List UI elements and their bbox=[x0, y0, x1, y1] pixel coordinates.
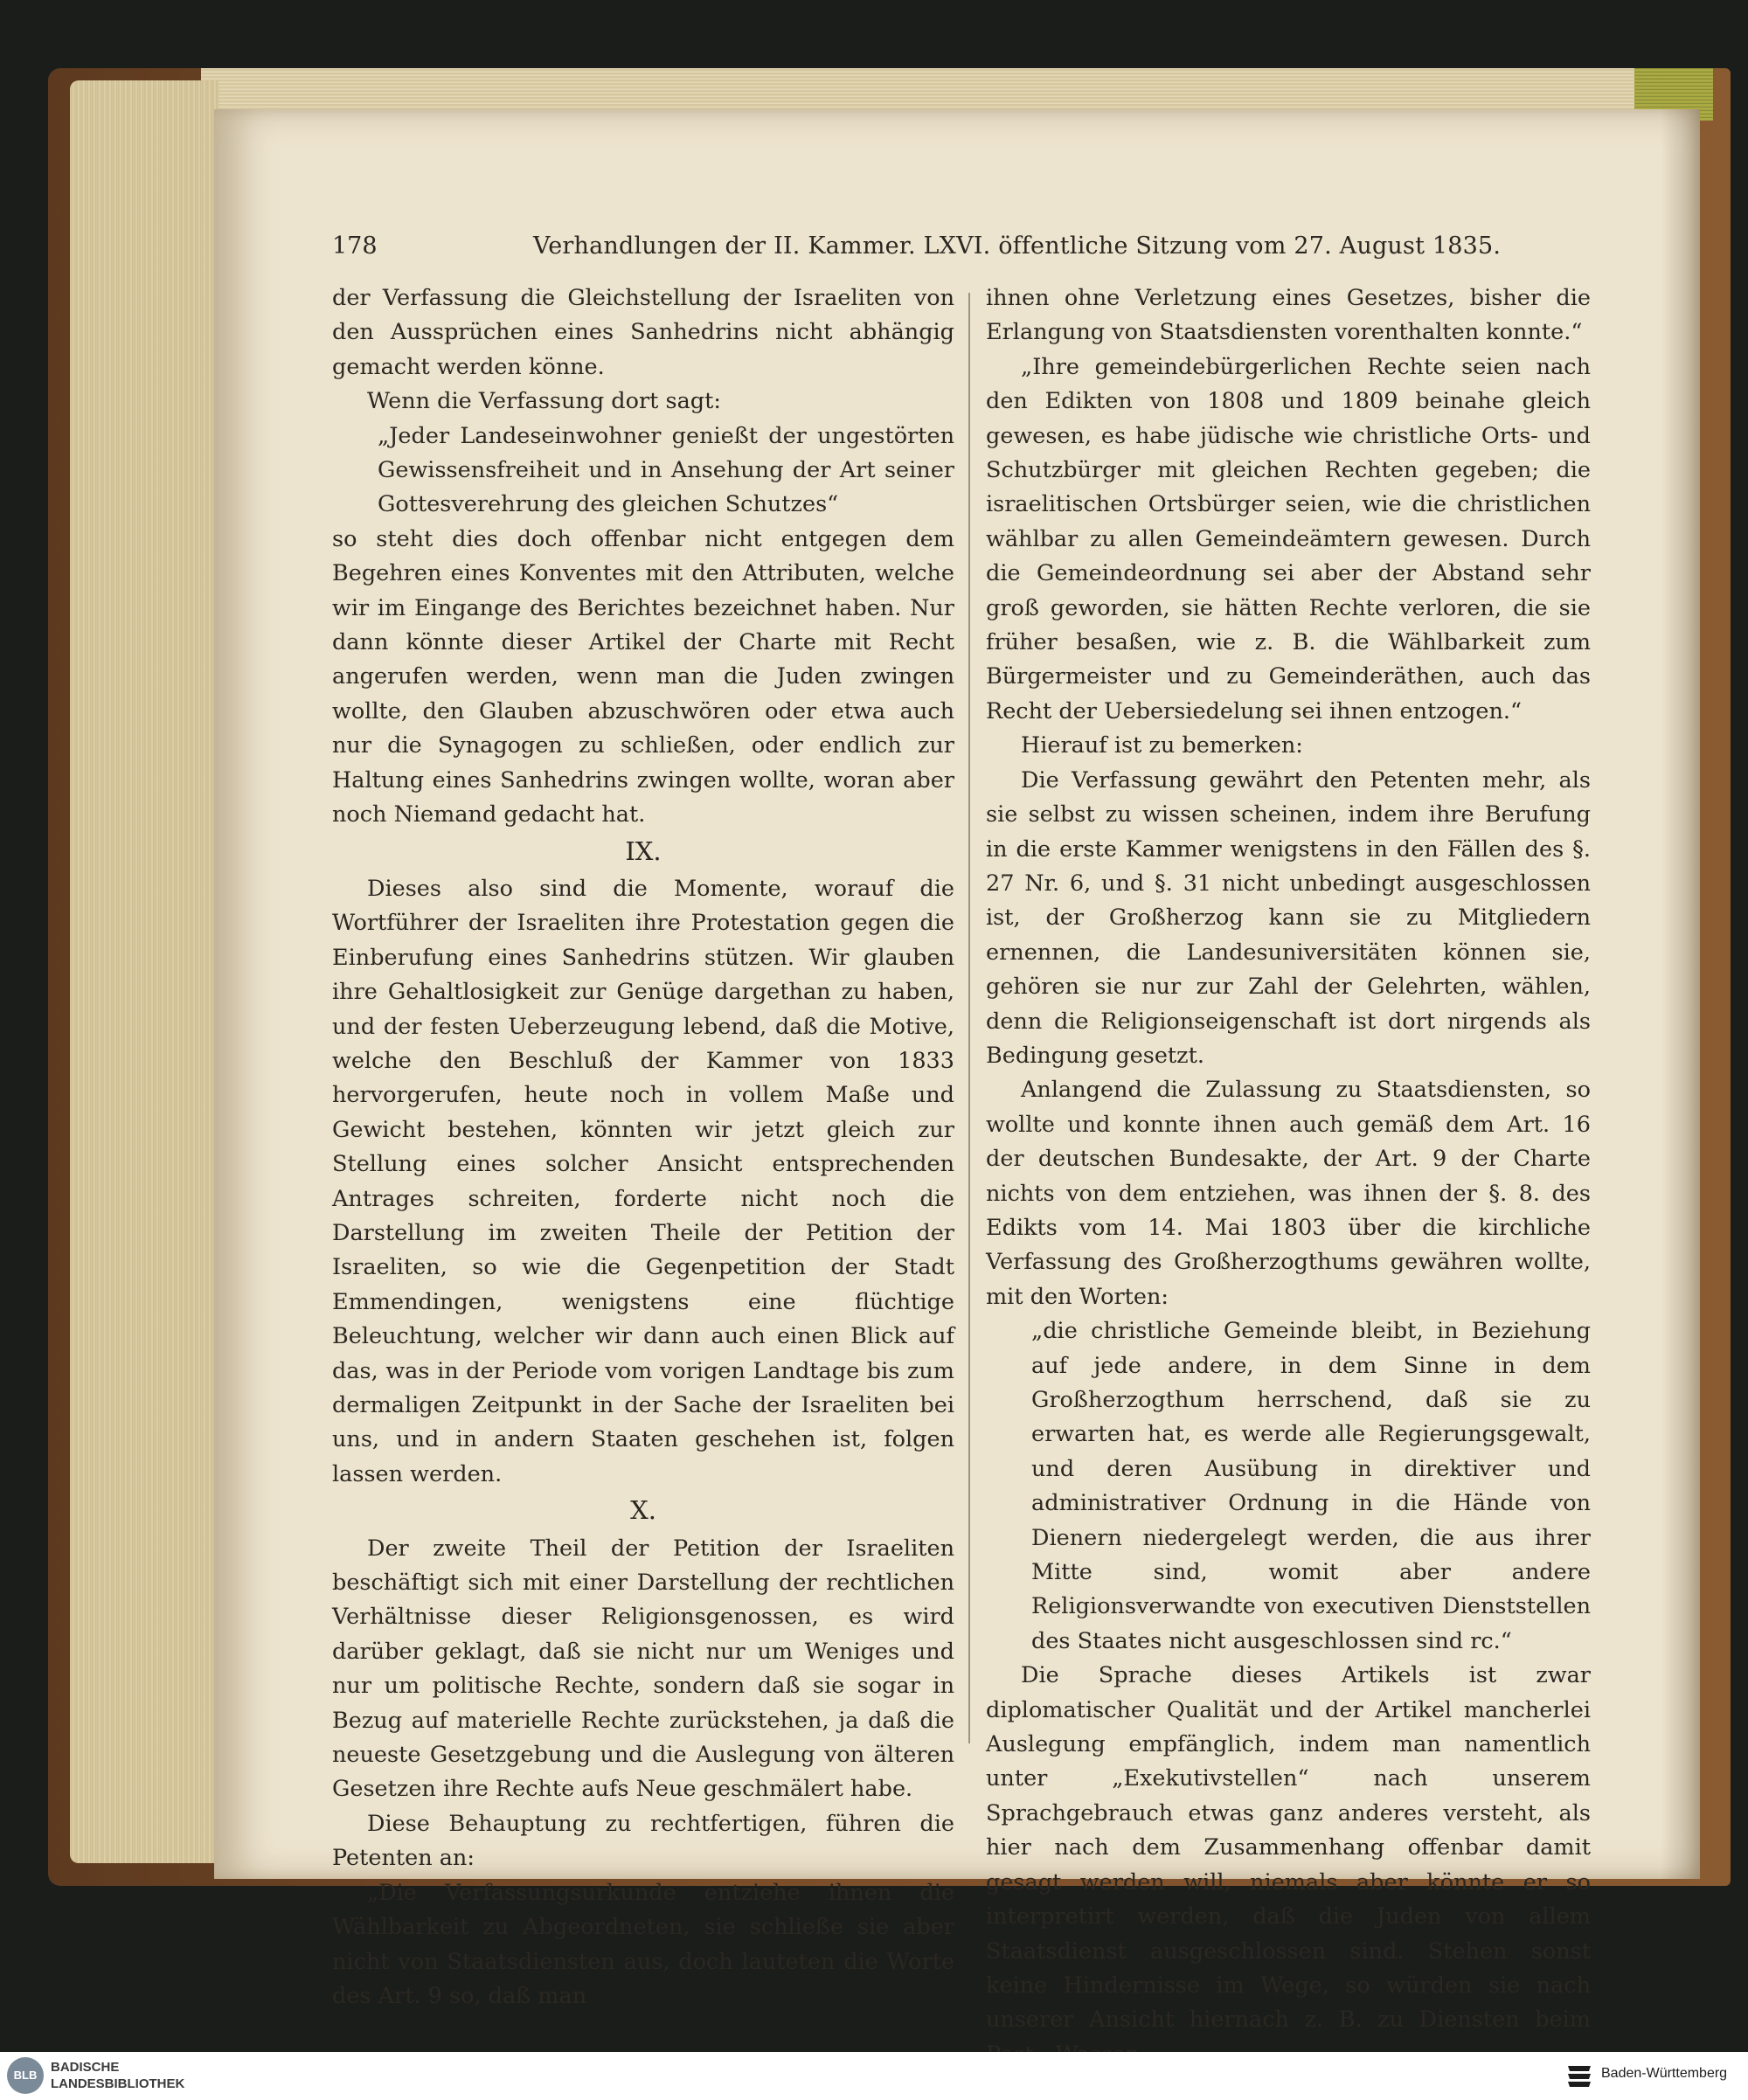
footer-bar bbox=[0, 2052, 1748, 2100]
right-paragraph: Anlangend die Zulassung zu Staatsdiensten, so wollte und konnte ihnen auch gemäß dem Art. 16 der deutschen Bundesakte, der Art. 9 der Charte nichts von dem entziehen, was ihnen der §. 8. des Edikts vom 14. Mai 1803 über die kirchliche Verfassung des Großherzogthums gewähren wollte, mit den Worten: bbox=[986, 1077, 1591, 1310]
library-name bbox=[51, 2059, 184, 2092]
page-stack-left bbox=[70, 80, 218, 1863]
state-name: Baden-Württemberg bbox=[1601, 2066, 1728, 2081]
right-paragraph: „Ihre gemeindebürgerlichen Rechte seien nach den Edikten von 1808 und 1809 beinahe gleich gewesen, es habe jüdische wie christliche Orts- und Schutzbürger mit gleichen Rechten gegeben; die israelitischen Ortsbürger seien, wie die christlichen wählbar zu allen Gemeindeämtern gewesen. Durch die Gemeindeordnung sei aber der Abstand sehr groß geworden, sie hätten Rechte verloren, die sie früher besaßen, wie z. B. die Wählbarkeit zum Bürgermeister und zu Gemeinderäthen, auch das Recht der Uebersiedelung sei ihnen entzogen.“ bbox=[986, 353, 1591, 724]
right-paragraph: „die christliche Gemeinde bleibt, in Beziehung auf jede andere, in dem Sinne in dem Großherzogthum herrschend, daß sie zu erwarten hat, es werde alle Regierungsgewalt, und deren Ausübung in direktiver und administrativer Ordnung in die Hände von Dienern niedergelegt werden, die aus ihrer Mitte sind, womit aber andere Religionsverwandte von executiven Dienststellen des Staates nicht ausgeschlossen sind rc.“ bbox=[1031, 1318, 1591, 1654]
left-column bbox=[332, 281, 954, 2013]
left-paragraph: „Jeder Landeseinwohner genießt der ungestörten Gewissensfreiheit und in Ansehung der Art seiner Gottesverehrung des gleichen Schutzes“ bbox=[378, 422, 954, 518]
left-section-number: IX. bbox=[625, 835, 662, 866]
left-paragraph: der Verfassung die Gleichstellung der Israeliten von den Aussprüchen eines Sanhedrins nicht abhängig gemacht werden könne. bbox=[332, 285, 954, 380]
left-paragraph: Wenn die Verfassung dort sagt: bbox=[367, 388, 721, 415]
left-paragraph: Diese Behauptung zu rechtfertigen, führen die Petenten an: bbox=[332, 1810, 954, 1872]
baden-wuerttemberg-lion-icon bbox=[1564, 2061, 1594, 2090]
page-number: 178 bbox=[332, 232, 378, 260]
right-paragraph: Die Sprache dieses Artikels ist zwar diplomatischer Qualität und der Artikel mancherlei Auslegung empfänglich, indem man namentlich unter „Exekutivstellen“ nach unserem Sprachgebrauch etwas ganz anderes versteht, als hier nach dem Zusammenhang offenbar damit gesagt werden will, niemals aber könnte er so interpretirt werden, daß die Juden von allem Staatsdienst ausgeschlossen sind. Stehen sonst keine Hindernisse im Wege, so würden sie nach unserer Ansicht hiernach z. B. zu Diensten beim bbox=[986, 1662, 1591, 2034]
page-header bbox=[332, 229, 1502, 264]
library-name-line2: LANDESBIBLIOTHEK bbox=[51, 2076, 185, 2091]
library-name-line1: BADISCHE bbox=[51, 2060, 120, 2075]
left-paragraph: Der zweite Theil der Petition der Israeliten beschäftigt sich mit einer Darstellung der rechtlichen Verhältnisse dieser Religionsgenossen, es wird darüber geklagt, daß sie nicht nur um Weniges und nur um politische Rechte, sondern daß sie sogar in Bezug auf materielle Rechte zurückstehen, ja daß die neueste Gesetzgebung und die Auslegung von älteren Gesetzen ihre Rechte aufs Neue geschmälert habe. bbox=[332, 1535, 954, 1803]
blb-logo-icon: BLB bbox=[7, 2057, 44, 2094]
left-paragraph: Dieses also sind die Momente, worauf die Wortführer der Israeliten ihre Protestation gegen die Einberufung eines Sanhedrins stützen. Wir glauben ihre Gehaltlosigkeit zur Genüge dargethan zu haben, und der festen Ueberzeugung lebend, daß die Motive, welche den Beschluß der Kammer von 1833 hervorgerufen, heute noch in vollem Maße und Gewicht bestehen, könnten wir jetzt gleich zur Stellung eines solcher Ansicht entsprechenden Antrages schreiten, forderte nicht noch die Darstellung im zweiten Theile der Petition der Israeliten, so wie die Gegenpetition der Stadt Emmendingen, wenigstens eine flüchtige Beleuchtung, welcher wir dann auch einen Blick auf das, was in der Periode vom vorigen Landtage bis zum dermaligen Zeitpunkt in der Sache der Israeliten bei uns, und in andern Staaten geschehen ist, folgen lassen werden. bbox=[332, 875, 954, 1487]
page-gutter-shadow bbox=[1661, 109, 1700, 1879]
column-divider bbox=[968, 293, 970, 1743]
left-paragraph: „Die Verfassungsurkunde entziehe ihnen die Wählbarkeit zu Abgeordneten, sie schließe sie aber nicht von Staatsdiensten aus, doch lauteten die Worte des Art. 9 so, daß man bbox=[332, 1879, 954, 2009]
running-title: Verhandlungen der II. Kammer. LXVI. öffentliche Sitzung vom 27. August 1835. bbox=[533, 232, 1502, 260]
right-paragraph: Die Verfassung gewährt den Petenten mehr, als sie selbst zu wissen scheinen, indem ihre Berufung in die erste Kammer wenigstens in den Fällen des §. 27 Nr. 6, und §. 31 nicht unbedingt ausgeschlossen ist, der Großherzog kann sie zu Mitgliedern ernennen, die Landesuniversitäten können sie, gehören sie nur zur Zahl der Gelehrten, wählen, denn die Religionseigenschaft ist dort nirgends als Bedingung gesetzt. bbox=[986, 766, 1591, 1069]
left-paragraph: so steht dies doch offenbar nicht entgegen dem Begehren eines Konventes mit den Attributen, welche wir im Eingange des Berichtes bezeichnet haben. Nur dann könnte dieser Artikel der Charte mit Recht angerufen werden, wenn man die Juden zwingen wollte, den Glauben abzuschwören oder etwa auch nur die Synagogen zu schließen, oder endlich zur Haltung eines Sanhedrins zwingen wollte, woran aber noch Niemand gedacht hat. bbox=[332, 525, 954, 828]
right-column bbox=[986, 281, 1591, 2072]
right-paragraph: Hierauf ist zu bemerken: bbox=[1021, 732, 1303, 759]
right-paragraph: ihnen ohne Verletzung eines Gesetzes, bisher die Erlangung von Staatsdiensten vorenthalten konnte.“ bbox=[986, 285, 1591, 346]
left-section-number: X. bbox=[630, 1495, 656, 1526]
